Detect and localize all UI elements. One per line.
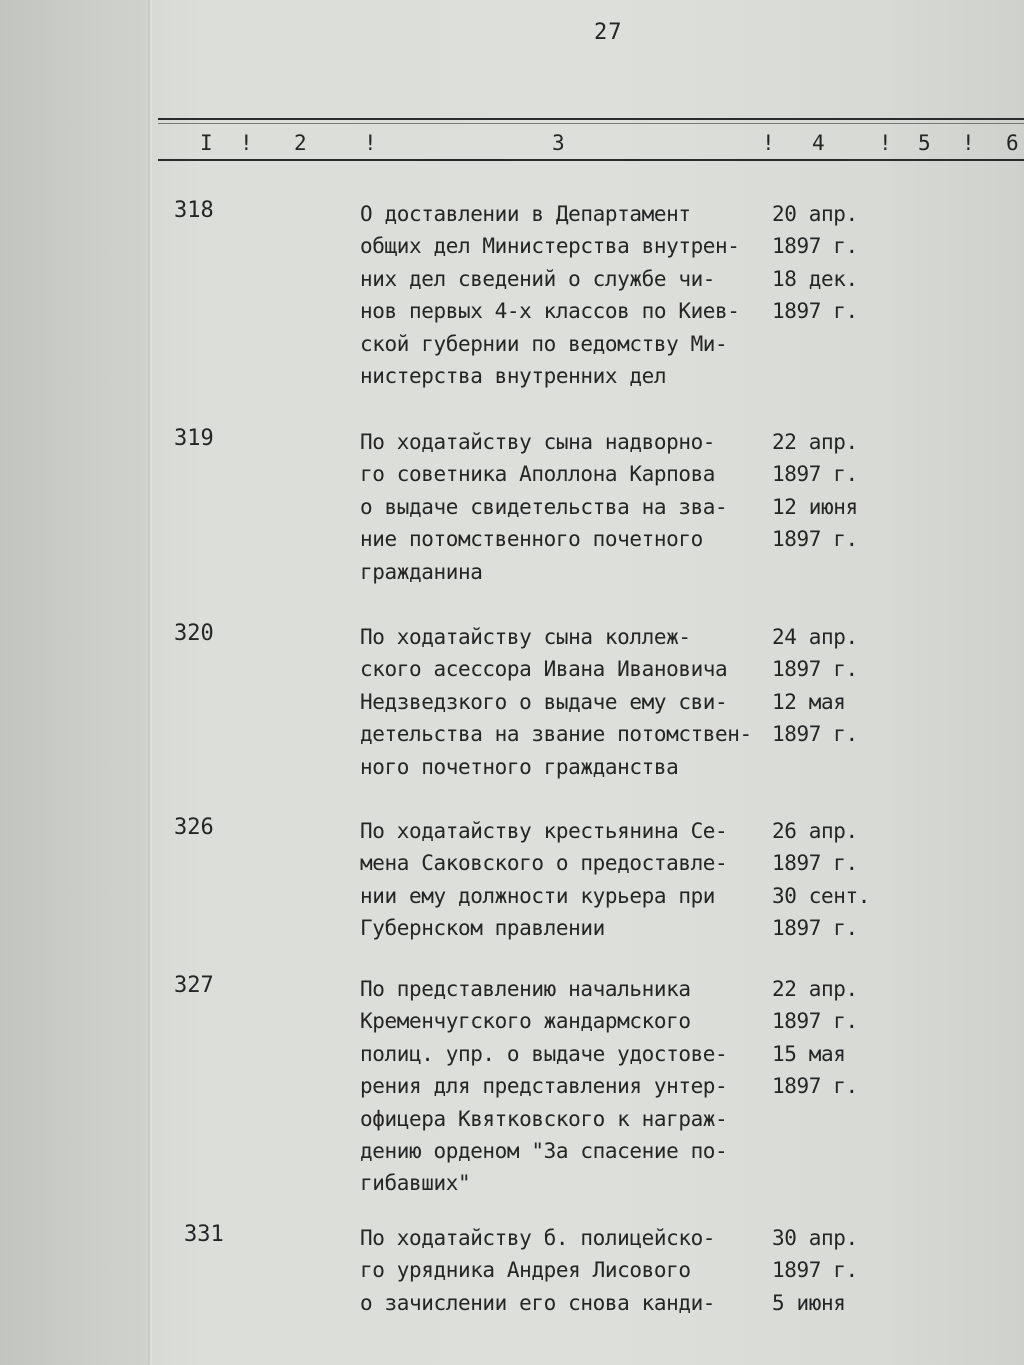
entry-description: [360, 973, 770, 1200]
description-line: ного почетного гражданства: [360, 754, 679, 779]
description-line: дению орденом "За спасение по-: [360, 1138, 728, 1163]
column-separator: !: [962, 131, 975, 155]
description-line: ние потомственного почетного: [360, 527, 703, 552]
entry-dates: [772, 621, 892, 751]
table-header-bottom-rule: [158, 159, 1024, 161]
column-6-header: 6: [1006, 131, 1019, 155]
date-line: 26 апр.: [772, 819, 858, 843]
date-line: 12 июня: [772, 494, 858, 519]
entry-dates: [772, 815, 892, 945]
date-line: 1897 г.: [772, 722, 858, 747]
date-line: 22 апр.: [772, 977, 858, 1001]
description-line: По ходатайству б. полицейско-: [360, 1226, 716, 1250]
date-line: 1897 г.: [772, 299, 858, 324]
entry-number: 319: [174, 426, 214, 451]
table-top-rule-thin: [158, 123, 1024, 124]
date-line: 20 апр.: [772, 202, 858, 226]
entry-number: 327: [174, 973, 214, 998]
entry-dates: [772, 973, 892, 1103]
description-line: О доставлении в Департамент: [360, 202, 691, 226]
page-number: 27: [594, 20, 623, 45]
entry-number: 318: [174, 198, 214, 223]
description-line: Кременчугского жандармского: [360, 1009, 691, 1034]
column-separator: !: [879, 131, 892, 155]
date-line: 22 апр.: [772, 430, 858, 454]
table-top-rule: [158, 118, 1024, 120]
date-line: 1897 г.: [772, 1009, 858, 1034]
entry-dates: [772, 426, 892, 556]
description-line: нов первых 4-х классов по Киев-: [360, 299, 740, 324]
description-line: гибавших": [360, 1171, 471, 1196]
description-line: о зачислении его снова канди-: [360, 1290, 716, 1315]
description-line: офицера Квятковского к награж-: [360, 1106, 728, 1131]
column-2-header: 2: [294, 131, 307, 155]
entry-description: [360, 815, 770, 945]
description-line: рения для представления унтер-: [360, 1074, 728, 1099]
description-line: По ходатайству крестьянина Се-: [360, 819, 728, 843]
entry-number: 331: [184, 1222, 224, 1247]
description-line: ской губернии по ведомству Ми-: [360, 331, 728, 356]
description-line: нистерства внутренних дел: [360, 363, 667, 388]
column-3-header: 3: [552, 131, 565, 155]
date-line: 24 апр.: [772, 625, 858, 649]
description-line: По ходатайству сына надворно-: [360, 430, 716, 454]
column-4-header: 4: [812, 131, 825, 155]
description-line: них дел сведений о службе чи-: [360, 266, 716, 291]
column-separator: !: [364, 131, 377, 155]
description-line: полиц. упр. о выдаче удостове-: [360, 1041, 728, 1066]
column-5-header: 5: [918, 131, 931, 155]
date-line: 1897 г.: [772, 462, 858, 487]
description-line: нии ему должности курьера при: [360, 883, 716, 908]
entry-description: [360, 198, 770, 392]
description-line: о выдаче свидетельства на зва-: [360, 494, 728, 519]
description-line: Губернском правлении: [360, 916, 605, 941]
date-line: 18 дек.: [772, 266, 858, 291]
description-line: ского асессора Ивана Ивановича: [360, 657, 728, 682]
date-line: 12 мая: [772, 689, 846, 714]
column-separator: !: [240, 131, 253, 155]
date-line: 5 июня: [772, 1290, 846, 1315]
entry-description: [360, 426, 770, 588]
column-separator: !: [762, 131, 775, 155]
entry-description: [360, 621, 770, 783]
date-line: 30 сент.: [772, 883, 870, 908]
description-line: гражданина: [360, 559, 483, 584]
underlying-page-strip: [0, 0, 150, 1365]
description-line: По представлению начальника: [360, 977, 691, 1001]
date-line: 15 мая: [772, 1041, 846, 1066]
date-line: 1897 г.: [772, 851, 858, 876]
date-line: 1897 г.: [772, 1258, 858, 1283]
description-line: мена Саковского о предоставле-: [360, 851, 728, 876]
description-line: го урядника Андрея Лисового: [360, 1258, 691, 1283]
description-line: го советника Аполлона Карпова: [360, 462, 716, 487]
entry-number: 320: [174, 621, 214, 646]
date-line: 1897 г.: [772, 527, 858, 552]
column-1-header: I: [200, 131, 213, 155]
entry-description: [360, 1222, 770, 1319]
description-line: Недзведзкого о выдаче ему сви-: [360, 689, 728, 714]
entry-dates: [772, 198, 892, 328]
date-line: 30 апр.: [772, 1226, 858, 1250]
date-line: 1897 г.: [772, 234, 858, 259]
description-line: общих дел Министерства внутрен-: [360, 234, 740, 259]
date-line: 1897 г.: [772, 657, 858, 682]
entry-dates: [772, 1222, 892, 1319]
description-line: детельства на звание потомствен-: [360, 722, 752, 747]
date-line: 1897 г.: [772, 1074, 858, 1099]
description-line: По ходатайству сына коллеж-: [360, 625, 691, 649]
date-line: 1897 г.: [772, 916, 858, 941]
entry-number: 326: [174, 815, 214, 840]
page-fold-edge: [148, 0, 152, 1365]
